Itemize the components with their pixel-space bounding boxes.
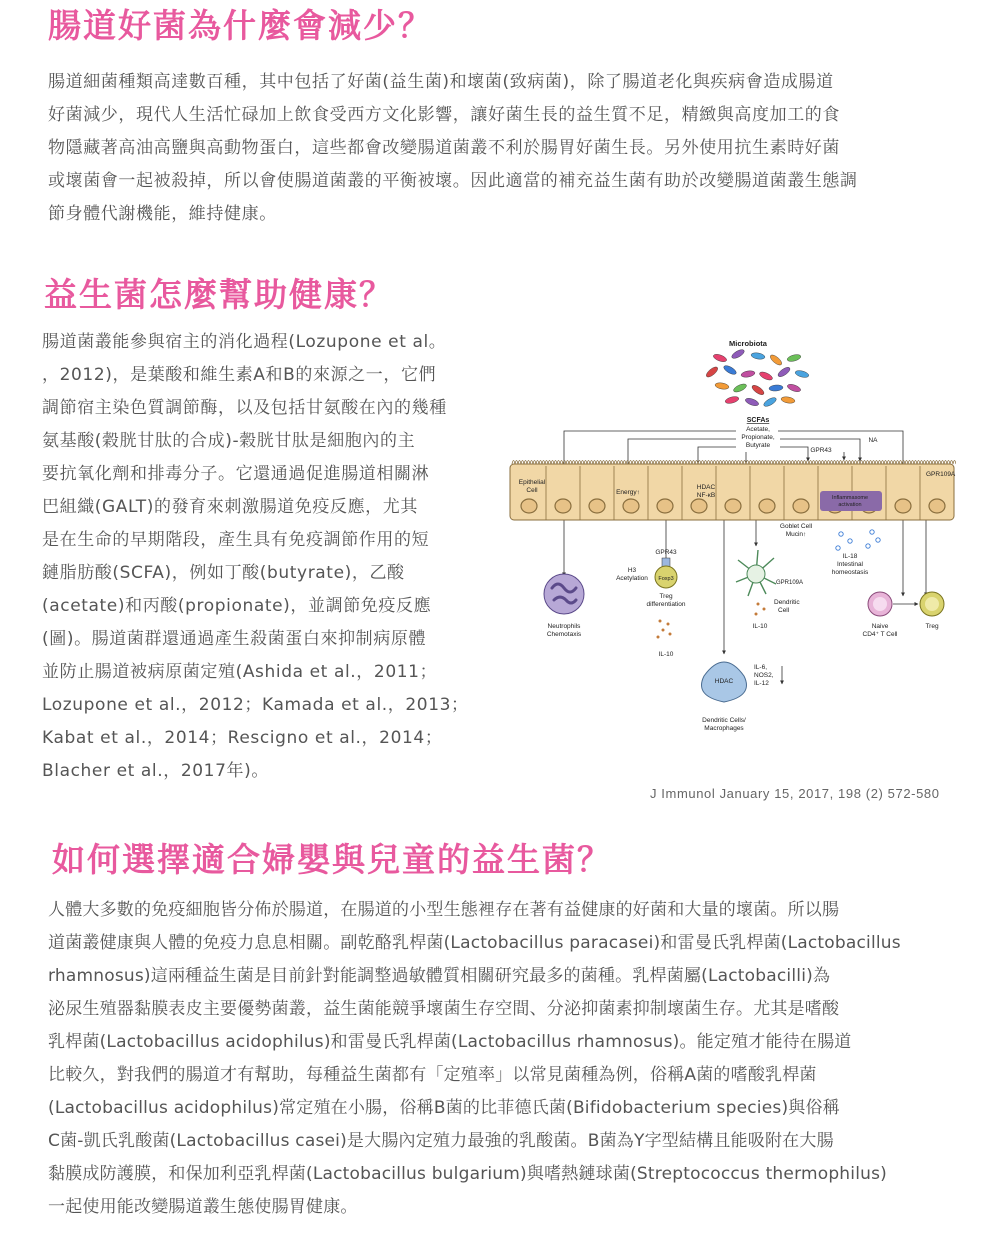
nos2-label: NOS2, (754, 672, 774, 679)
bacterium-icon (732, 382, 747, 393)
gpr109a-right-label: GPR109A (926, 471, 956, 478)
neutrophils-label-1: Neutrophils (547, 623, 581, 630)
section2-line: 腸道菌叢能參與宿主的消化過程(Lozupone et al。 (42, 332, 447, 352)
section2-line: (acetate)和丙酸(propionate)，並調節免疫反應 (42, 596, 432, 616)
cell-nucleus (521, 499, 537, 513)
epithelial-label-1: Epithelial (518, 479, 546, 486)
na-label: NA (868, 437, 878, 444)
section3-line: (Lactobacillus acidophilus)常定殖在小腸，俗稱B菌的比菲德氏菌(Bifidobacterium species)與俗稱 (48, 1098, 840, 1118)
neutrophils-label-2: Chemotaxis (546, 631, 582, 638)
intestinal-label: Intestinal (836, 561, 864, 568)
goblet-label-1: Goblet Cell (779, 523, 813, 530)
section1-line: 節身體代謝機能，維持健康。 (48, 204, 277, 224)
treg-diff-label-2: differentiation (646, 601, 686, 608)
section2-line: 鏈脂肪酸(SCFA)，例如丁酸(butyrate)，乙酸 (42, 563, 405, 583)
section2-line: Blacher et al.，2017年)。 (42, 761, 269, 781)
dcmac-label-1: Dendritic Cells/ (702, 717, 746, 724)
section3-line: 道菌叢健康與人體的免疫力息息相關。副乾酪乳桿菌(Lactobacillus paracasei)和雷曼氏乳桿菌(Lactobacillus (48, 933, 901, 953)
microbiota-bacteria (705, 348, 810, 408)
section2-line: (圖)。腸道菌群還通過產生殺菌蛋白來抑制病原體 (42, 629, 427, 649)
section2-line: 巴組織(GALT)的發育來刺激腸道免疫反應，尤其 (42, 497, 418, 517)
dendritic-label-1: Dendritic (774, 599, 800, 606)
goblet-label-2: Mucin↑ (785, 531, 807, 538)
cell-nucleus (725, 499, 741, 513)
cell-nucleus (691, 499, 707, 513)
dcmac-label-2: Macrophages (704, 725, 744, 732)
il18-particles (836, 530, 880, 550)
section3-line: 黏膜成防護膜，和保加利亞乳桿菌(Lactobacillus bulgarium)與嗜熱鏈球菌(Streptococcus thermophilus) (48, 1164, 887, 1184)
section2-line: 調節宿主染色質調節酶，以及包括甘氨酸在內的幾種 (42, 398, 447, 418)
section1-line: 物隱藏著高油高鹽與高動物蛋白，這些都會改變腸道菌叢不利於腸胃好菌生長。另外使用抗生素時好菌 (48, 138, 840, 158)
hdac-label: HDAC (696, 484, 716, 491)
foxp3-label: Foxp3 (658, 576, 674, 582)
section1-line: 腸道細菌種類高達數百種，其中包括了好菌(益生菌)和壞菌(致病菌)，除了腸道老化與疾病會造成腸道 (48, 72, 834, 92)
il10-treg-label: IL-10 (658, 651, 674, 658)
il6-label: IL-6, (754, 664, 768, 671)
homeostasis-label: homeostasis (831, 569, 869, 576)
bacterium-icon (751, 384, 766, 397)
bacterium-icon (769, 384, 783, 391)
inflammasome-box (820, 491, 882, 511)
section3-title: 如何選擇適合婦嬰與兒童的益生菌？ (52, 840, 612, 879)
il12-label: IL-12 (754, 680, 769, 687)
naive-label-2: CD4⁺ T Cell (862, 631, 898, 638)
h3-label: H3 (627, 567, 637, 574)
bacterium-icon (715, 382, 730, 390)
microbiota-label: Microbiota (729, 339, 767, 348)
bacterium-icon (786, 383, 801, 393)
dendritic-label-2: Cell (778, 607, 790, 614)
section3-line: 泌尿生殖器黏膜表皮主要優勢菌叢，益生菌能競爭壞菌生存空間、分泌抑菌素抑制壞菌生存。尤其是嗜酸 (48, 999, 840, 1019)
bacterium-icon (758, 370, 773, 381)
section1-paragraph (48, 66, 948, 231)
cell-nucleus (895, 499, 911, 513)
scfa-propionate: Propionate, (741, 434, 775, 441)
bacterium-icon (712, 353, 727, 363)
section1-line: 或壞菌會一起被殺掉，所以會使腸道菌叢的平衡被壞。因此適當的補充益生菌有助於改變腸道菌叢生態調 (48, 171, 858, 191)
epithelial-label-2: Cell (526, 487, 538, 494)
bacterium-icon (724, 395, 739, 404)
bacterium-icon (786, 353, 801, 362)
bacterium-icon (777, 366, 792, 379)
section3-line: 一起使用能改變腸道叢生態使腸胃健康。 (48, 1197, 358, 1217)
cell-nucleus (759, 499, 775, 513)
energy-label: Energy↑ (616, 489, 640, 496)
inflammasome-label-1: Inflammasome (831, 495, 869, 501)
hdac-mac-label: HDAC (714, 678, 734, 685)
section2-line: 氨基酸(穀胱甘肽的合成)-穀胱甘肽是細胞內的主 (42, 431, 416, 451)
scfas-label: SCFAs (746, 417, 770, 424)
section3-line: 比較久，對我們的腸道才有幫助，每種益生菌都有「定殖率」以常見菌種為例，俗稱A菌的嗜酸乳桿菌 (48, 1065, 817, 1085)
cell-nucleus (555, 499, 571, 513)
bacterium-icon (722, 364, 737, 376)
il18-label: IL-18 (842, 553, 858, 560)
acetylation-label: Acetylation (616, 575, 648, 582)
section1-title: 腸道好菌為什麼會減少？ (48, 6, 433, 45)
gpr43-top-label: GPR43 (810, 447, 832, 454)
section2-line: 是在生命的早期階段，產生具有免疫調節作用的短 (42, 530, 430, 550)
bacterium-icon (741, 370, 756, 378)
cell-nucleus (623, 499, 639, 513)
section2-line: ，2012)，是葉酸和維生素A和B的來源之一，它們 (42, 365, 437, 385)
neutrophil-icon (544, 574, 584, 614)
section2-line: 並防止腸道被病原菌定殖(Ashida et al.，2011； (42, 662, 438, 682)
il10-dc-particles (755, 603, 766, 616)
section1-line: 好菌減少，現代人生活忙碌加上飲食受西方文化影響，讓好菌生長的益生質不足，精緻與高度加工的食 (48, 105, 840, 125)
bacterium-icon (794, 369, 809, 378)
bacterium-icon (751, 352, 766, 360)
treg-diff-label-1: Treg (659, 593, 673, 600)
bacterium-icon (781, 396, 796, 404)
section3-line: 人體大多數的免疫細胞皆分佈於腸道，在腸道的小型生態裡存在著有益健康的好菌和大量的壞菌。所以腸 (48, 900, 840, 920)
treg-label: Treg (925, 623, 939, 630)
scfa-acetate: Acetate, (746, 426, 770, 433)
bacterium-icon (730, 348, 745, 360)
figure-citation: J Immunol January 15, 2017, 198 (2) 572-580 (650, 786, 940, 801)
section2-title: 益生菌怎麼幫助健康？ (44, 275, 394, 314)
section2-line: Kabat et al.，2014；Rescigno et al.，2014； (42, 728, 443, 748)
il10-treg-particles (657, 620, 672, 639)
section3-line: rhamnosus)這兩種益生菌是目前針對能調整過敏體質相關研究最多的菌種。乳桿菌屬(Lactobacilli)為 (48, 966, 831, 986)
cell-nucleus (793, 499, 809, 513)
section2-line: 要抗氧化劑和排毒分子。它還通過促進腸道相關淋 (42, 464, 430, 484)
bacterium-icon (769, 353, 784, 367)
brush-border (512, 461, 956, 465)
gpr109a-dc-label: GPR109A (776, 580, 804, 586)
scfa-butyrate: Butyrate (745, 442, 771, 449)
bacterium-icon (744, 397, 759, 407)
naive-label-1: Naive (871, 623, 889, 630)
section3-line: C菌-凱氏乳酸菌(Lactobacillus casei)是大腸內定殖力最強的乳酸菌。B菌為Y字型結構且能吸附在大腸 (48, 1131, 834, 1151)
gpr43-treg-label: GPR43 (655, 549, 677, 556)
inflammasome-label-2: activation (838, 502, 862, 508)
scfa-immune-diagram (508, 336, 956, 736)
section2-paragraph (42, 326, 492, 788)
cell-nucleus (929, 499, 945, 513)
cell-nucleus (657, 499, 673, 513)
cell-nucleus (589, 499, 605, 513)
section3-line: 乳桿菌(Lactobacillus acidophilus)和雷曼氏乳桿菌(Lactobacillus rhamnosus)。能定殖才能待在腸道 (48, 1032, 852, 1052)
epithelium-layer (510, 461, 956, 521)
section2-line: Lozupone et al.，2012；Kamada et al.，2013； (42, 695, 469, 715)
bacterium-icon (705, 365, 720, 379)
bacterium-icon (762, 396, 777, 408)
nfkb-label: NF-κB (696, 492, 716, 499)
section3-paragraph (48, 894, 958, 1224)
il10-dc-label: IL-10 (752, 623, 768, 630)
